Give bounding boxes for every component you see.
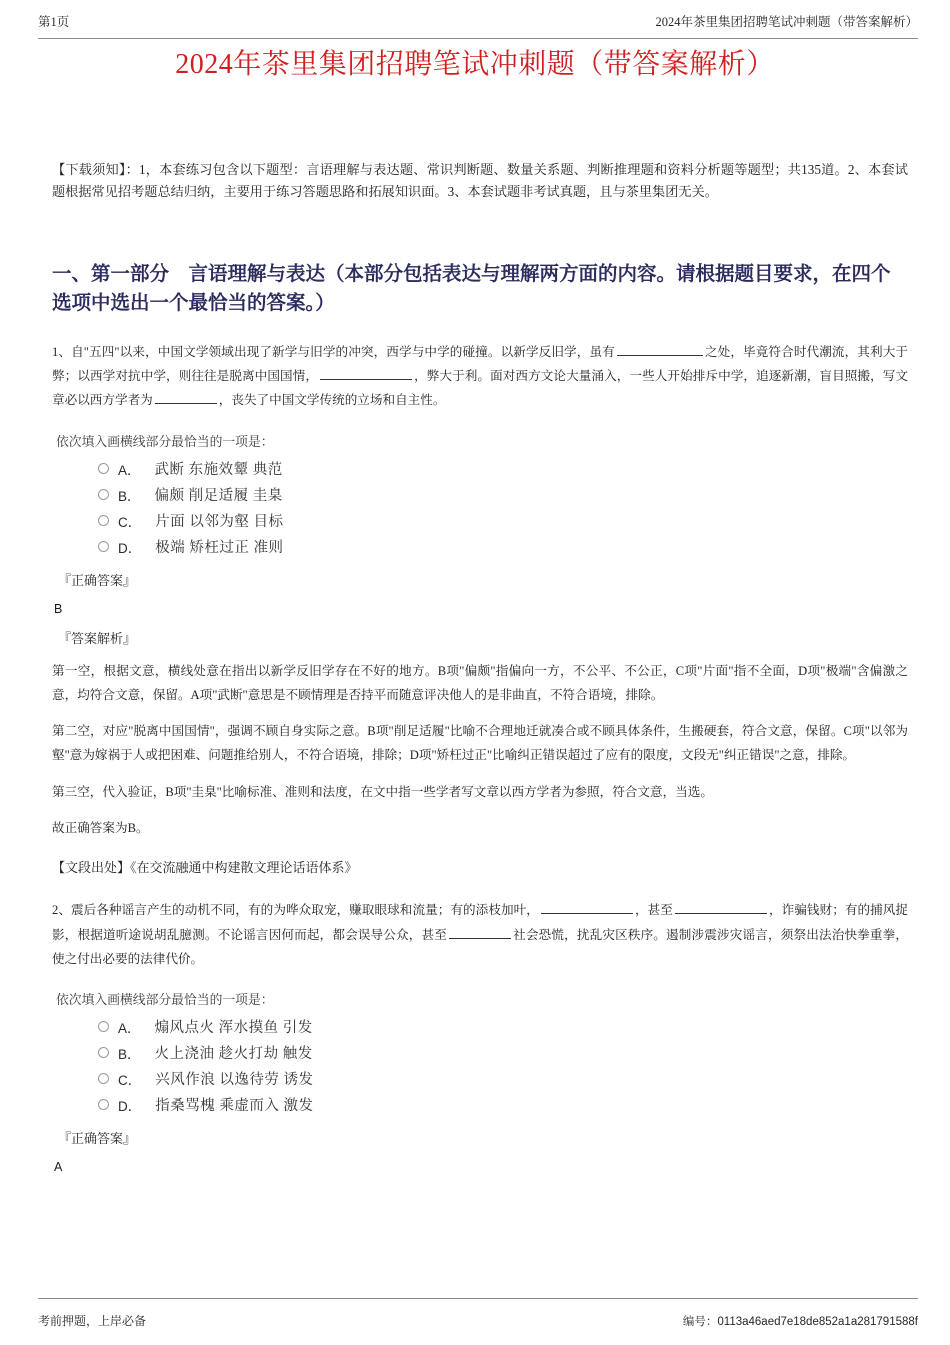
- option-text: 兴风作浪 以逸待劳 诱发: [155, 1072, 314, 1089]
- question-prompt: 依次填入画横线部分最恰当的一项是：: [56, 992, 274, 1007]
- option-text: 火上浇油 趁火打劫 触发: [154, 1046, 313, 1063]
- option-letter: A．: [118, 462, 141, 478]
- analysis-paragraph-2: 第二空，对应"脱离中国国情"，强调不顾自身实际之意。B项"削足适履"比喻不合理地迁就凑合或不顾具体条件，生搬硬套，符合文意，保留。C项"以邻为壑"意为嫁祸于人或把困难、问题推给别人，不符合语境，排除；D项"矫枉过正"比喻纠正错误超过了应有的限度，文段无"纠正错误"之意，排除。: [52, 724, 908, 763]
- radio-icon[interactable]: [98, 515, 109, 526]
- question-stem-part: ，诈骗钱财；有的捕风捉影，根据道听途说胡乱臆测。不论谣言因何而起，都会误导公众，甚至: [52, 903, 909, 942]
- option-letter: C．: [118, 514, 142, 530]
- question-block: [52, 340, 908, 876]
- option-letter: B．: [118, 1046, 141, 1062]
- option-text: 煽风点火 浑水摸鱼 引发: [154, 1020, 313, 1037]
- question-stem: [52, 340, 908, 413]
- correct-answer-value: A: [54, 1159, 63, 1174]
- option-text: 极端 矫枉过正 准则: [155, 540, 284, 557]
- question-stem-part: 之处，毕竟符合时代潮流，其利大于弊；以西学对抗中学，则往往是脱离中国国情，: [52, 345, 908, 384]
- radio-icon[interactable]: [98, 489, 109, 500]
- fill-blank: [155, 391, 217, 404]
- option-item-a[interactable]: [52, 456, 908, 482]
- radio-icon[interactable]: [98, 463, 109, 474]
- footer-id-value: 0113a46aed7e18de852a1a281791588f: [717, 1316, 918, 1328]
- option-item-a[interactable]: [52, 1014, 908, 1040]
- section-heading: 一、第一部分 言语理解与表达（本部分包括表达与理解两方面的内容。请根据题目要求，在四个选项中选出一个最恰当的答案。）: [52, 263, 891, 314]
- fill-blank: [675, 901, 767, 914]
- question-stem-part: 1、自"五四"以来，中国文学领域出现了新学与旧学的冲突，西学与中学的碰撞。以新学反旧学，虽有: [52, 345, 615, 360]
- correct-answer-label: 『正确答案』: [58, 1130, 137, 1146]
- correct-answer-label: 『正确答案』: [58, 572, 137, 588]
- option-item-b[interactable]: [52, 1040, 908, 1066]
- document-body: [52, 146, 908, 1186]
- radio-icon[interactable]: [98, 1073, 109, 1084]
- option-item-c[interactable]: [52, 508, 908, 534]
- question-prompt: 依次填入画横线部分最恰当的一项是：: [56, 434, 274, 449]
- correct-answer-value: B: [54, 601, 63, 616]
- option-item-d[interactable]: [52, 534, 908, 560]
- option-list: [52, 1014, 908, 1118]
- fill-blank: [617, 343, 703, 356]
- option-letter: B．: [118, 488, 141, 504]
- option-item-c[interactable]: [52, 1066, 908, 1092]
- option-text: 偏颇 削足适履 圭臬: [154, 488, 283, 505]
- radio-icon[interactable]: [98, 1099, 109, 1110]
- source-label: 【文段出处】: [52, 860, 131, 876]
- question-stem: [52, 898, 908, 971]
- radio-icon[interactable]: [98, 1021, 109, 1032]
- fill-blank: [449, 926, 511, 939]
- footer-slogan: 考前押题，上岸必备: [38, 1314, 147, 1328]
- option-item-b[interactable]: [52, 482, 908, 508]
- analysis-paragraph-1: 第一空，根据文意，横线处意在指出以新学反旧学存在不好的地方。B项"偏颇"指偏向一方，不公平、不公正，C项"片面"指不全面，D项"极端"含偏激之意，均符合文意，保留。A项"武断"意思是不顾情理是否持平而随意评决他人的是非曲直，不符合语境，排除。: [52, 664, 908, 702]
- page-marker: 第1页: [38, 15, 70, 29]
- radio-icon[interactable]: [98, 541, 109, 552]
- download-notice: 【下载须知】：1，本套练习包含以下题型：言语理解与表达题、常识判断题、数量关系题、判断推理题和资料分析题等题型；共135道。2、本套试题根据常见招考题总结归纳，主要用于练习答题思路和拓展知识面。3、本套试题非考试真题，且与茶里集团无关。: [52, 162, 908, 200]
- question-stem-part: ，弊大于利。面对西方文论大量涌入，一些人开始排斥中学，追逐新潮，盲目照搬，写文章必以西方学者为: [52, 369, 909, 408]
- fill-blank: [541, 901, 633, 914]
- footer-id-label: 编号：: [682, 1316, 718, 1328]
- option-letter: C．: [118, 1072, 142, 1088]
- question-stem-part: 2、震后各种谣言产生的动机不同，有的为哗众取宠，赚取眼球和流量；有的添枝加叶，: [52, 903, 539, 918]
- footer-document-id: [683, 1313, 918, 1329]
- running-title: 2024年茶里集团招聘笔试冲刺题（带答案解析）: [655, 15, 918, 29]
- running-header: [38, 12, 918, 39]
- analysis-paragraph-3: 第三空，代入验证，B项"圭臬"比喻标准、准则和法度，在文中指一些学者写文章以西方学者为参照，符合文意，当选。: [52, 784, 713, 799]
- option-letter: D．: [118, 1098, 142, 1114]
- option-letter: D．: [118, 540, 142, 556]
- option-text: 武断 东施效颦 典范: [154, 462, 283, 479]
- option-letter: A．: [118, 1020, 141, 1036]
- question-stem-part: ，丧失了中国文学传统的立场和自主性。: [218, 393, 446, 408]
- radio-icon[interactable]: [98, 1047, 109, 1058]
- analysis-conclusion: 故正确答案为B。: [52, 821, 149, 836]
- page-title: 2024年茶里集团招聘笔试冲刺题（带答案解析）: [175, 49, 775, 80]
- running-footer: [38, 1298, 918, 1329]
- source-line: [52, 857, 908, 876]
- question-block: [52, 898, 908, 1174]
- source-text: 《在交流融通中构建散文理论话语体系》: [130, 860, 358, 876]
- question-stem-part: ，甚至: [634, 903, 673, 918]
- analysis-label: 『答案解析』: [58, 631, 137, 647]
- question-stem-part: 社会恐慌，扰乱灾区秩序。遏制涉震涉灾谣言，须祭出法治快拳重拳，使之付出必要的法律代价。: [52, 927, 909, 966]
- option-item-d[interactable]: [52, 1092, 908, 1118]
- option-text: 指桑骂槐 乘虚而入 激发: [155, 1098, 314, 1115]
- option-text: 片面 以邻为壑 目标: [155, 514, 284, 531]
- option-list: [52, 456, 908, 560]
- fill-blank: [320, 367, 412, 380]
